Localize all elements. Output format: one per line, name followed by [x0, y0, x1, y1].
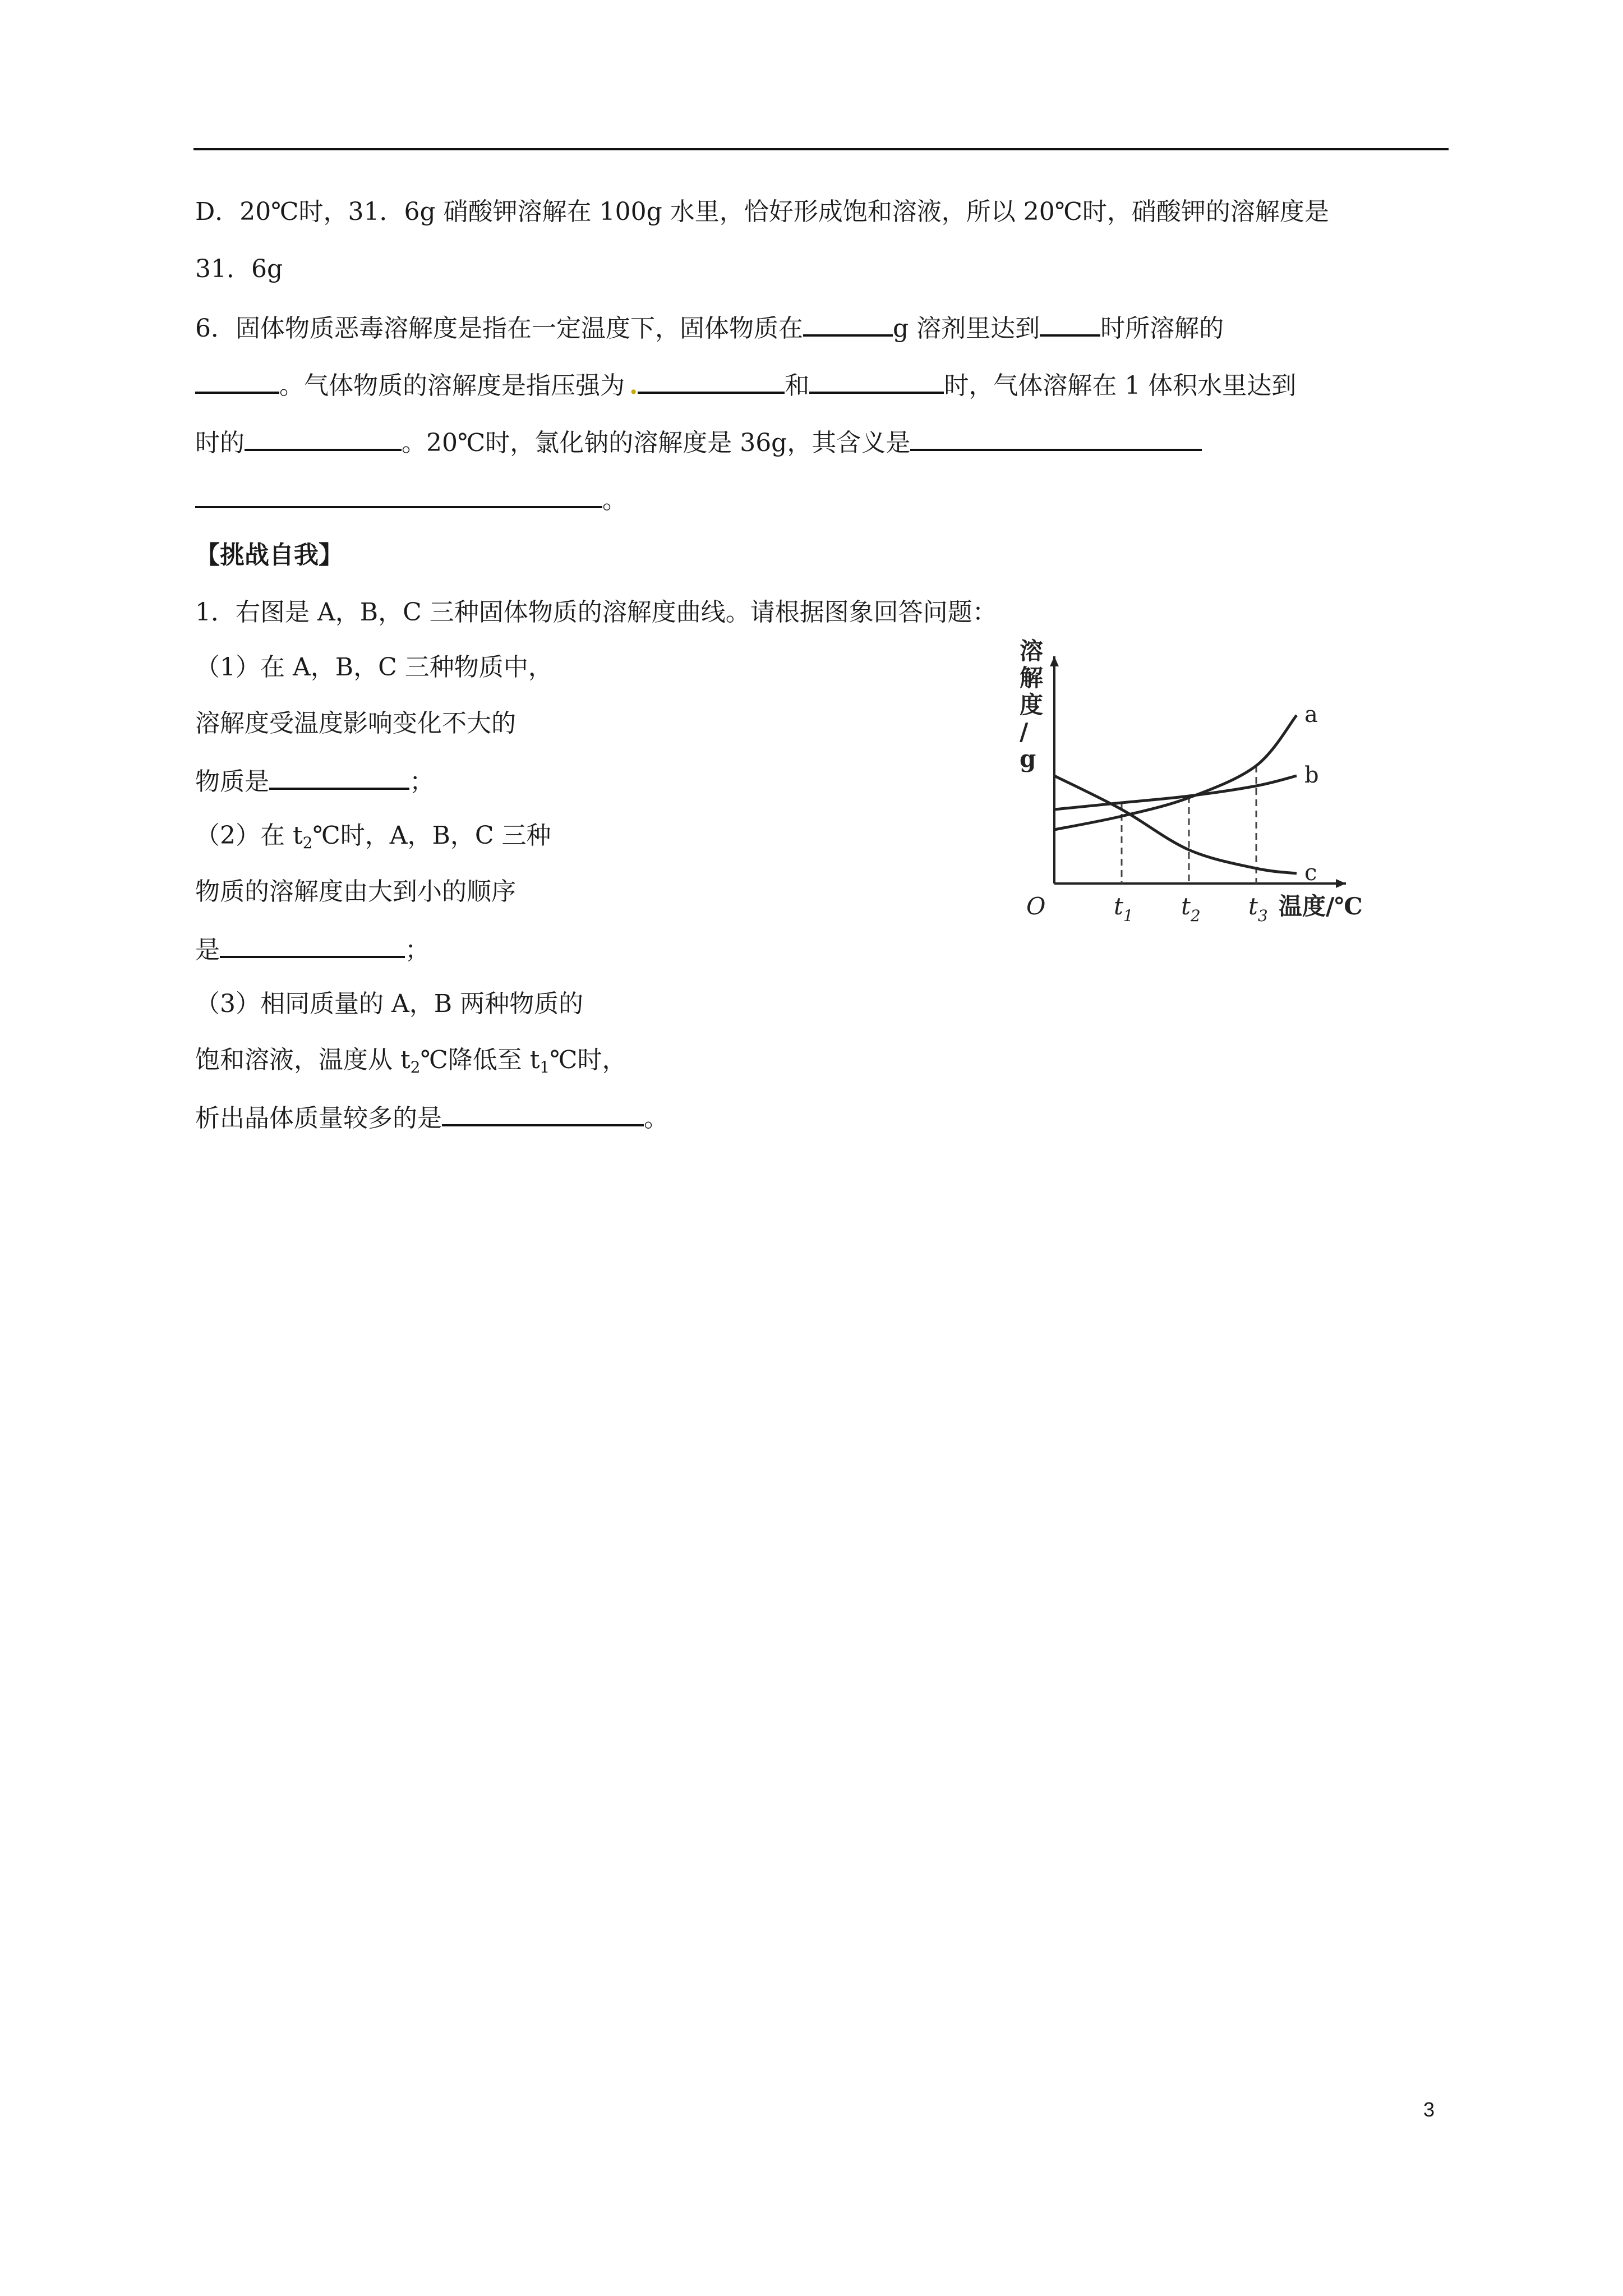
q6-blank-gas-volume[interactable]	[245, 424, 402, 451]
q6-text-8: 。20℃时，氯化钠的溶解度是 36g，其含义是	[402, 429, 911, 457]
part3-text-post: ℃时，	[550, 1046, 627, 1074]
q6-text-6: 时，气体溶解在 1 体积水里达到	[944, 371, 1297, 400]
part3-answer-blank[interactable]	[442, 1099, 644, 1126]
q6-text-1: 6．固体物质恶毒溶解度是指在一定温度下，固体物质在	[195, 314, 803, 343]
y-axis-title-char-4: g	[1020, 745, 1036, 772]
q6-text-5: 和	[785, 371, 810, 400]
q6-blank-solvent-mass[interactable]	[803, 310, 893, 337]
q6-line4	[195, 481, 627, 517]
q6-text-9: 。	[602, 486, 627, 514]
q6-blank-mass[interactable]	[195, 367, 279, 394]
series-label-a: a	[1304, 702, 1318, 728]
q6-line1	[195, 310, 1224, 346]
q6-yellow-dot: .	[629, 371, 638, 400]
option-d-line1: D．20℃时，31．6g 硝酸钾溶解在 100g 水里，恰好形成饱和溶液，所以 20℃时，硝酸钾的溶解度是	[195, 197, 1329, 226]
part2-text: 是	[195, 936, 220, 964]
part2-line2: 物质的溶解度由大到小的顺序	[195, 877, 516, 906]
x-tick-label-t3: $t_3$	[1248, 892, 1268, 925]
y-axis-arrow	[1050, 656, 1059, 666]
part1-line2: 溶解度受温度影响变化不大的	[195, 709, 516, 738]
solubility-chart	[993, 637, 1374, 928]
origin-label: O	[1026, 892, 1046, 920]
part3-sub-1: 2	[410, 1058, 421, 1076]
y-axis-title-char-3: /	[1020, 718, 1029, 746]
part1-answer-blank[interactable]	[269, 763, 409, 790]
x-tick-sub-3: 3	[1257, 907, 1268, 925]
series-label-b: b	[1304, 762, 1319, 788]
part2-text-pre: （2）在 t	[195, 821, 303, 850]
part2-end: ；	[405, 936, 430, 964]
x-axis-arrow	[1336, 879, 1346, 888]
option-d-line2: 31．6g	[195, 255, 283, 283]
q6-blank-meaning-2[interactable]	[195, 481, 602, 508]
q6-text-7: 时的	[195, 429, 245, 457]
part2-line3	[195, 931, 430, 967]
series-line-a	[1054, 715, 1297, 830]
part3-line2	[195, 1043, 626, 1077]
q6-blank-temperature[interactable]	[809, 367, 944, 394]
x-tick-sub-1: 1	[1123, 907, 1133, 925]
chart-series	[1054, 715, 1297, 873]
q6-blank-pressure[interactable]	[638, 367, 785, 394]
q6-text-4: 。气体物质的溶解度是指压强为	[279, 371, 625, 400]
part2-text-post: ℃时，A，B，C 三种	[312, 821, 551, 850]
y-axis-title-char-0: 溶	[1020, 637, 1044, 665]
x-tick-label-t1: $t_1$	[1114, 892, 1133, 925]
x-tick-label-t2: $t_2$	[1181, 892, 1201, 925]
series-line-c	[1054, 776, 1297, 873]
part3-text: 析出晶体质量较多的是	[195, 1104, 442, 1133]
header-rule	[193, 148, 1449, 150]
series-label-c: c	[1304, 860, 1317, 886]
y-axis-title-char-1: 解	[1020, 664, 1044, 692]
chart-labels	[1020, 637, 1363, 925]
q6-text-2: g 溶剂里达到	[893, 314, 1040, 343]
part3-sub-2: 1	[540, 1058, 550, 1076]
y-axis-title-char-2: 度	[1020, 691, 1044, 719]
x-axis-title: 温度/℃	[1279, 892, 1363, 920]
part1-end: ；	[409, 767, 434, 796]
q6-line3	[195, 424, 1202, 460]
part1-line1: （1）在 A，B，C 三种物质中，	[195, 653, 553, 682]
chart-guides	[1122, 766, 1256, 884]
q6-line2	[195, 367, 1296, 403]
part2-line1	[195, 819, 551, 853]
part3-text-mid: ℃降低至 t	[420, 1046, 540, 1074]
challenge-1-stem: 1．右图是 A，B，C 三种固体物质的溶解度曲线。请根据图象回答问题：	[195, 598, 997, 627]
part3-text-pre: 饱和溶液，温度从 t	[195, 1046, 411, 1074]
q6-text-3: 时所溶解的	[1100, 314, 1224, 343]
part3-line3	[195, 1099, 668, 1135]
part3-end: 。	[644, 1104, 668, 1133]
part2-sub: 2	[302, 834, 313, 852]
part1-line3	[195, 763, 434, 799]
q6-blank-meaning-1[interactable]	[910, 424, 1202, 451]
section-heading: 【挑战自我】	[195, 541, 343, 569]
part1-text: 物质是	[195, 767, 269, 796]
page-number: 3	[1423, 2098, 1435, 2121]
q6-blank-state[interactable]	[1040, 310, 1100, 337]
part2-answer-blank[interactable]	[220, 931, 405, 958]
part3-line1: （3）相同质量的 A，B 两种物质的	[195, 990, 584, 1018]
x-tick-sub-2: 2	[1190, 907, 1201, 925]
